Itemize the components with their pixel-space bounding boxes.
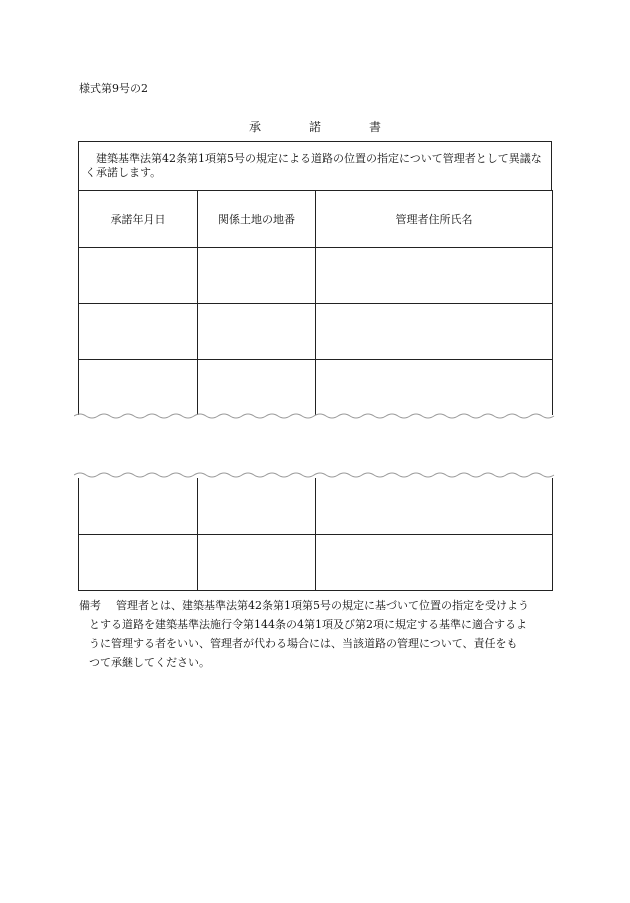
entry-cell[interactable] <box>79 304 198 360</box>
entry-cell[interactable] <box>198 478 316 535</box>
entry-cell[interactable] <box>198 535 316 591</box>
remarks-line-3: うに管理する者をいい、管理者が代わる場合には、当該道路の管理について、責任をも <box>89 637 518 650</box>
header-manager-address-name: 管理者住所氏名 <box>316 191 553 248</box>
entry-cell[interactable] <box>79 360 198 416</box>
entry-cell[interactable] <box>198 360 316 416</box>
remarks-label: 備考 <box>79 599 101 612</box>
entry-cell[interactable] <box>79 248 198 304</box>
table-header-row <box>79 191 553 248</box>
consent-statement: 建築基準法第42条第1項第5号の規定による道路の位置の指定について管理者として異議なく承諾します。 <box>78 141 552 191</box>
entry-cell[interactable] <box>316 360 553 416</box>
form-number: 様式第9号の2 <box>79 82 148 95</box>
header-consent-date: 承諾年月日 <box>79 191 198 248</box>
document-title <box>0 120 630 134</box>
title-char-3: 書 <box>369 120 382 134</box>
entry-cell[interactable] <box>316 535 553 591</box>
entry-cell[interactable] <box>316 478 553 535</box>
title-char-2: 諾 <box>308 120 321 134</box>
remarks-line-4: つて承継してください。 <box>89 656 210 669</box>
consent-table-top <box>78 190 553 415</box>
title-char-1: 承 <box>248 120 261 134</box>
entry-cell[interactable] <box>198 248 316 304</box>
entry-cell[interactable] <box>316 304 553 360</box>
remarks-line-1: 管理者とは、建築基準法第42条第1項第5号の規定に基づいて位置の指定を受けよう <box>116 599 529 612</box>
consent-table-bottom <box>78 478 553 591</box>
entry-cell[interactable] <box>316 248 553 304</box>
table-row <box>79 248 553 304</box>
entry-cell[interactable] <box>79 535 198 591</box>
remarks <box>79 596 553 672</box>
header-land-lot-number: 関係土地の地番 <box>198 191 316 248</box>
remarks-line-2: とする道路を建築基準法施行令第144条の4第1項及び第2項に規定する基準に適合するよ <box>89 618 527 631</box>
entry-cell[interactable] <box>79 478 198 535</box>
table-break-wave-top <box>74 411 556 421</box>
table-row <box>79 304 553 360</box>
table-row <box>79 535 553 591</box>
table-row <box>79 478 553 535</box>
entry-cell[interactable] <box>198 304 316 360</box>
table-row <box>79 360 553 416</box>
